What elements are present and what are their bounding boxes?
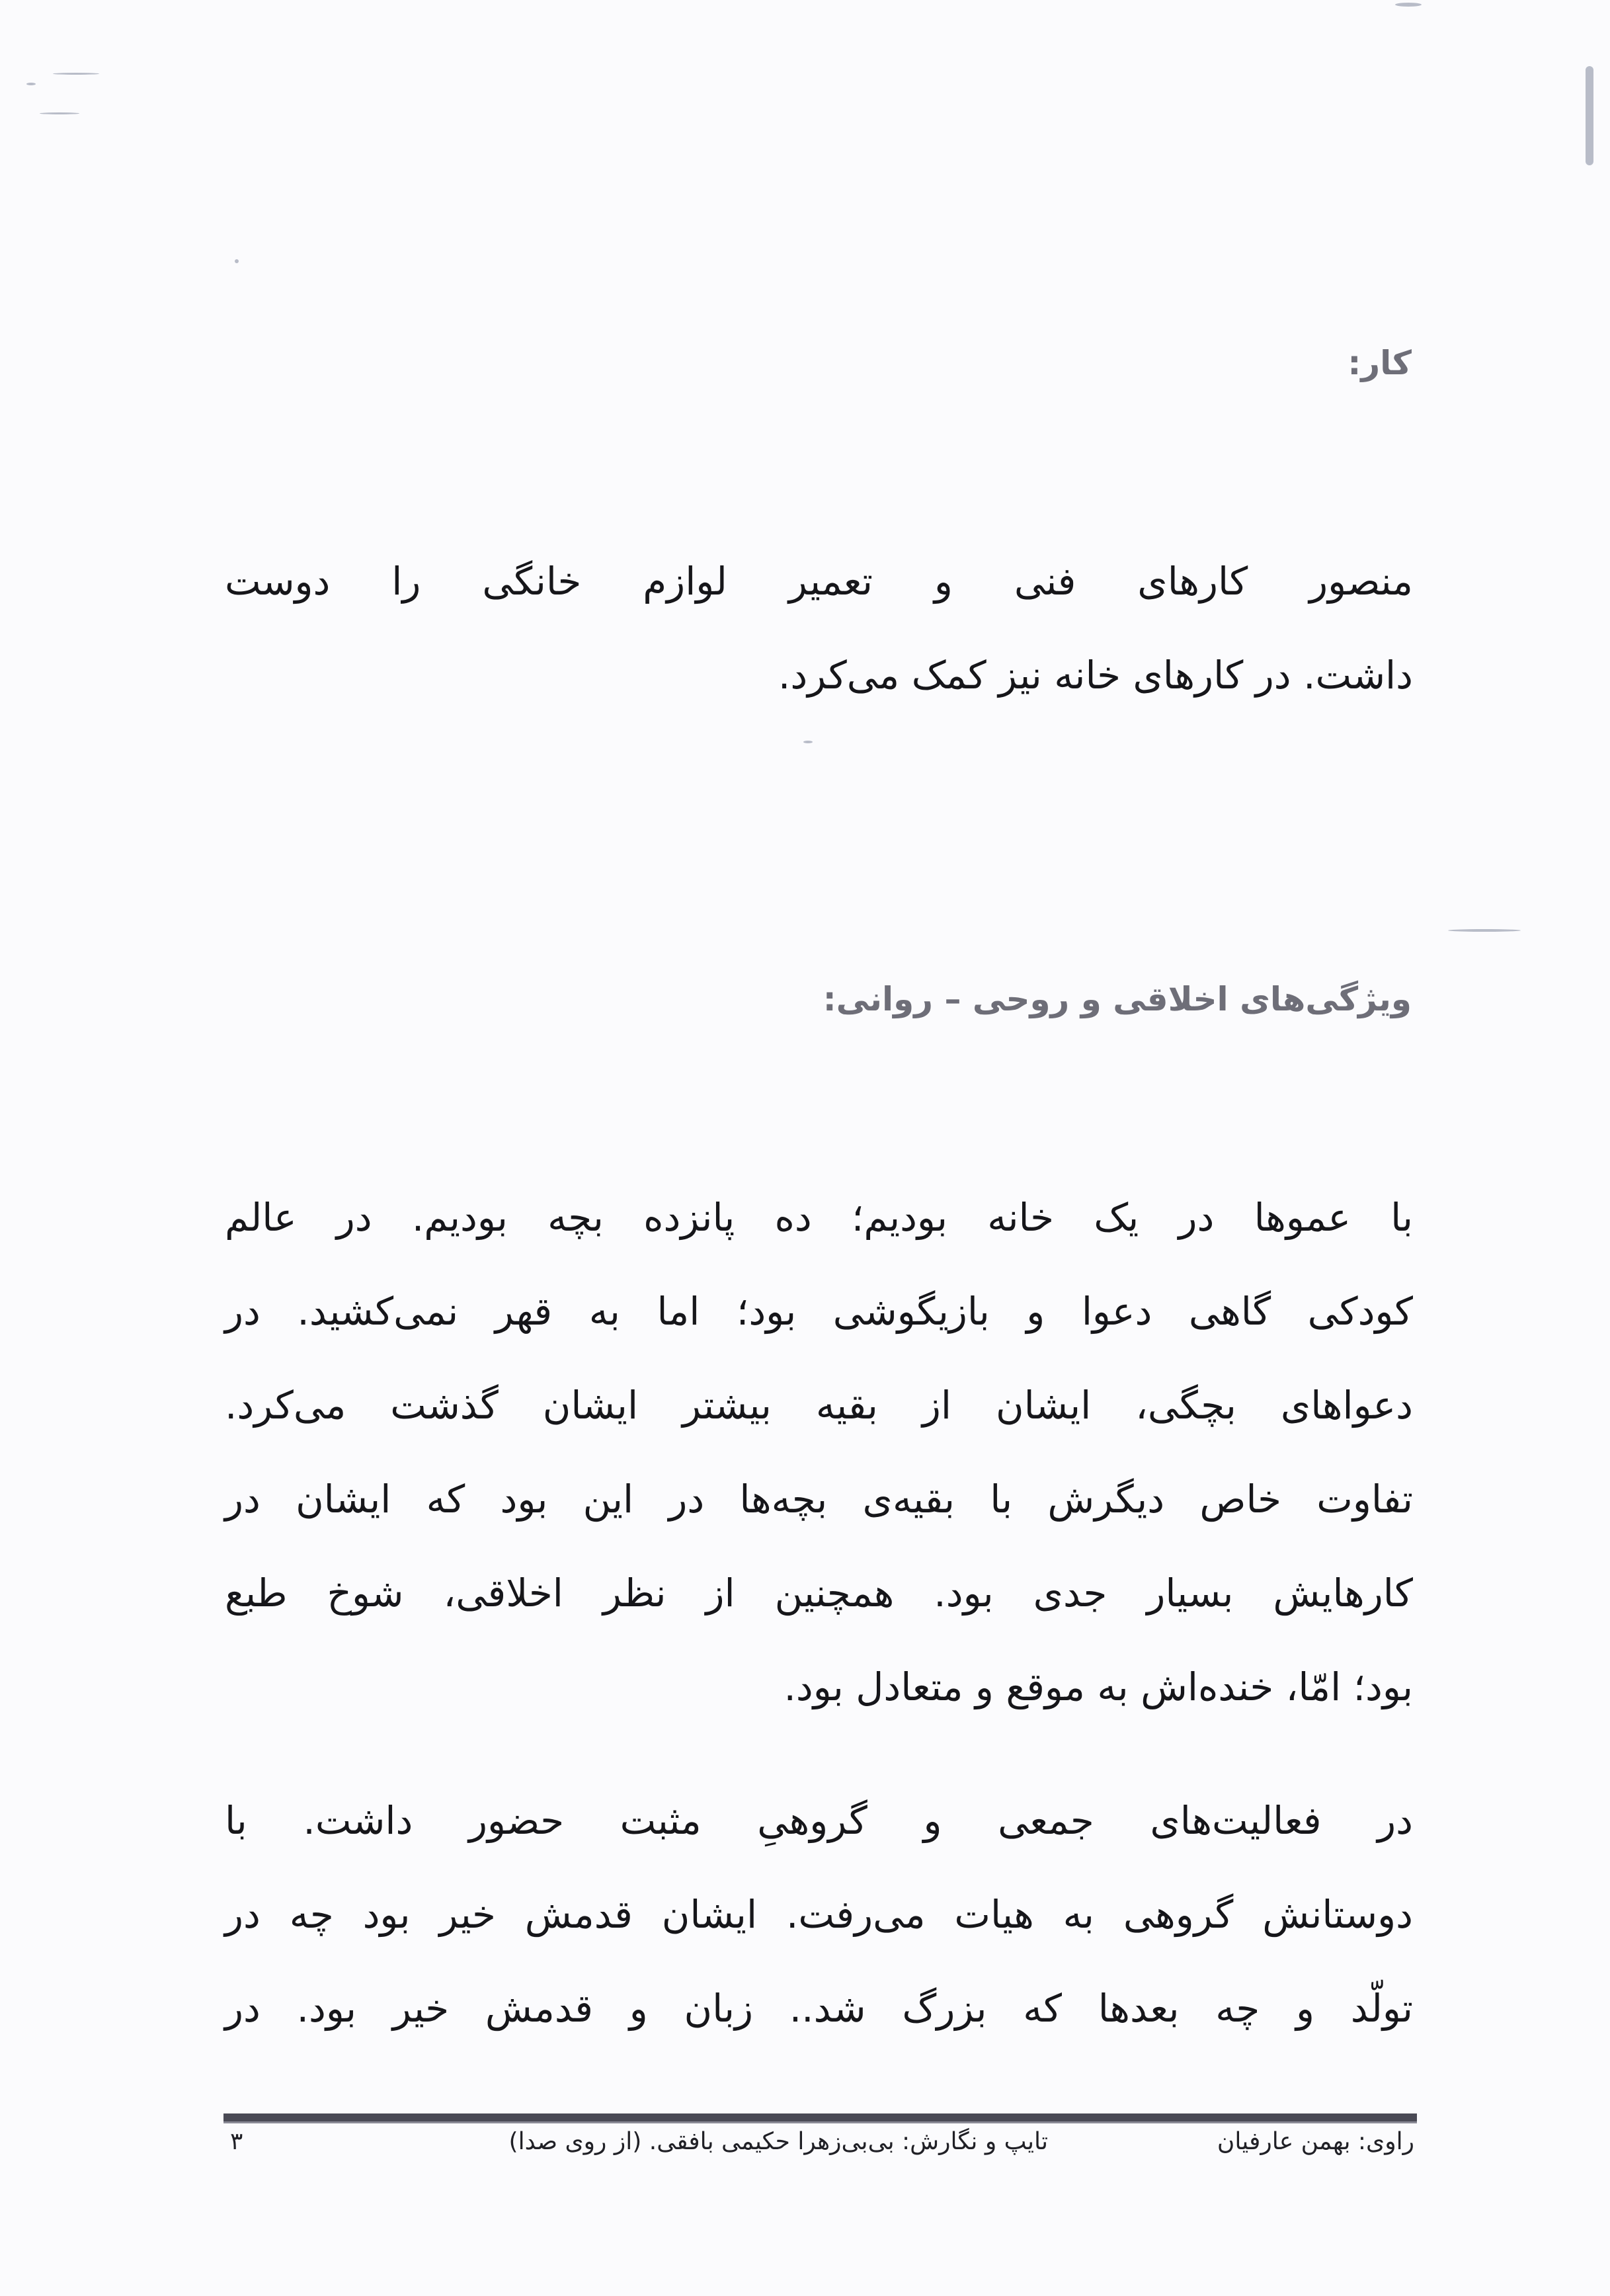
paragraph-line: دوستانش گروهی به هیات می‌رفت. ایشان قدمش خیر بود چه در	[225, 1892, 1413, 1937]
paragraph-line: کودکی گاهی دعوا و بازیگوشی بود؛ اما به قهر نمی‌کشید. در	[225, 1289, 1413, 1334]
scan-speck	[53, 73, 99, 75]
scan-speck	[1448, 929, 1521, 932]
footer-typist: تایپ و نگارش: بی‌بی‌زهرا حکیمی بافقی. (از روی صدا)	[508, 2128, 1048, 2155]
paragraph-line: داشت. در کارهای خانه نیز کمک می‌کرد.	[778, 653, 1413, 698]
paragraph-work	[225, 534, 1413, 722]
scan-speck	[26, 83, 36, 85]
paragraph-line: کارهایش بسیار جدی بود. همچنین از نظر اخلاقی، شوخ طبع	[225, 1571, 1413, 1616]
footer-rule	[223, 2113, 1417, 2123]
paragraph-line: در فعالیت‌های جمعی و گروهیِ مثبت حضور داشت. با	[225, 1798, 1413, 1843]
section-heading-work: کار:	[1348, 344, 1412, 382]
paragraph-traits-1	[225, 1170, 1413, 1734]
section-heading-traits: ویژگی‌های اخلاقی و روحی – روانی:	[823, 980, 1412, 1018]
footer-page-number: ۳	[230, 2128, 243, 2155]
scan-speck	[803, 741, 813, 743]
paragraph-line: تفاوت خاص دیگرش با بقیه‌ی بچه‌ها در این بود که ایشان در	[225, 1477, 1413, 1522]
paragraph-line: بود؛ امّا، خنده‌اش به موقع و متعادل بود.	[784, 1664, 1413, 1709]
paragraph-line: دعواهای بچگی، ایشان از بقیه بیشتر ایشان گذشت می‌کرد.	[225, 1383, 1413, 1428]
scan-speck	[1586, 66, 1593, 165]
paragraph-line: تولّد و چه بعدها که بزرگ شد.. زبان و قدمش خیر بود. در	[225, 1986, 1413, 2031]
scan-speck	[40, 112, 79, 114]
paragraph-traits-2	[225, 1774, 1413, 2055]
scan-speck	[1395, 3, 1422, 7]
scan-speck	[235, 259, 239, 263]
paragraph-line: با عموها در یک خانه بودیم؛ ده پانزده بچه بودیم. در عالم	[225, 1195, 1413, 1240]
paragraph-line: منصور کارهای فنی و تعمیر لوازم خانگی را دوست	[225, 559, 1413, 604]
footer-narrator: راوی: بهمن عارفیان	[1217, 2128, 1414, 2155]
